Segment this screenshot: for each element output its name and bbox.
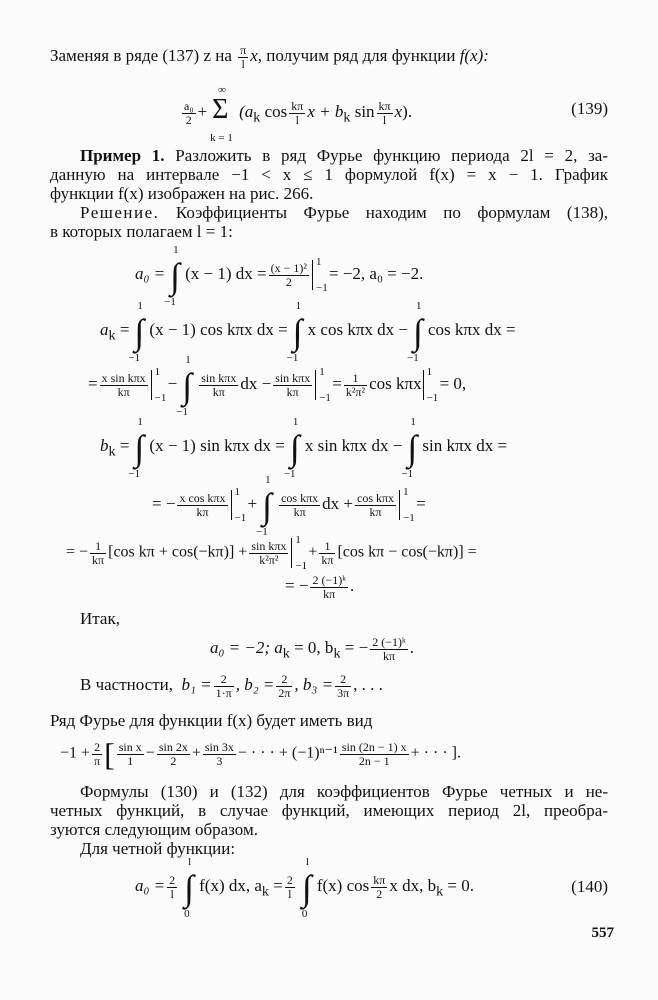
equation-bk-3: = − $\frac{1}{k\pi}$ [cos kπ + cos(−kπ)] + sin kπx k²π² 1 −1 + $\frac{1}{k\pi}$ [cos kπ − cos(−kπ)] = (66, 534, 477, 572)
paragraph-line-2: четных функций, в случае функций, имеющих период 2l, преобра- (50, 801, 608, 820)
equation-ak-1: $a_k$ = 1 ∫ −1 (x − 1) cos kπx dx = 1 ∫ −1 x cos kπx dx − 1 ∫ −1 cos kπx dx = (100, 300, 516, 364)
equation-ak-2: = x sin kπx kπ 1 −1 − 1 ∫ −1 sin kπx kπ dx − sin kπx kπ 1 −1 = $\frac{1}{\text{k²π²}}$ cos kπx 1 −1 = 0, (88, 354, 467, 418)
example-line-1: Пример 1. Разложить в ряд Фурье функцию периода 2l = 2, за- (80, 146, 608, 165)
paragraph-line-4: Для четной функции: (80, 839, 236, 858)
paragraph-line-1: Формулы (130) и (132) для коэффициентов Фурье четных и не- (80, 782, 608, 801)
sum-symbol: ∞ Σ k = 1 (210, 84, 233, 144)
solution-line-2: в которых полагаем l = 1: (50, 222, 233, 241)
example-line-3: функции f(x) изображен на рис. 266. (50, 184, 314, 203)
equation-bk-2: = − x cos kπx kπ 1 −1 + 1 ∫ −1 cos kπx kπ dx + cos kπx kπ 1 −1 = (152, 474, 426, 538)
equation-139: $\frac{\text{a₀}}{2}$ + ∞ Σ k = 1 ($a_k$ cos $\frac{k\pi}{l}$ $x + b_k$ sin $\frac{k\pi}{l}$ x). (184, 84, 413, 144)
pi-over-l-fraction: $\frac{\pi}{l}$ (240, 43, 247, 71)
itak-label: Итак, (80, 609, 120, 628)
example-line-2: данную на интервале −1 < x ≤ 1 формулой f(x) = x − 1. График (50, 165, 608, 184)
equation-a0: a₀ = 1 ∫ −1 (x − 1) dx = $\frac{\text{(x − 1)²}}{2}$ 1 −1 = −2, a₀ = −2. (135, 244, 424, 308)
equation-summary: a₀ = −2; $a_k = 0$, $b_k$ = − $\frac{\text{2 (−1)ᵏ}}{k\pi}$ . (210, 635, 414, 663)
solution-line-1: Решение. Коэффициенты Фурье находим по формулам (138), (80, 203, 608, 222)
intro-line: Заменяя в ряде (137) z на $\frac{\pi}{l}$ x, получим ряд для функции f(x): (50, 43, 489, 71)
equation-bk-1: $b_k$ = 1 ∫ −1 (x − 1) sin kπx dx = 1 ∫ −1 x sin kπx dx − 1 ∫ −1 sin kπx dx = (100, 416, 508, 480)
paragraph-line-3: зуются следующим образом. (50, 820, 258, 839)
page-number: 557 (591, 925, 614, 941)
equation-number-140: (140) (571, 877, 608, 896)
series-intro: Ряд Фурье для функции f(x) будет иметь вид (50, 711, 373, 730)
equation-number-139: (139) (571, 99, 608, 118)
fourier-series: −1 + $\frac{2}{\pi}$ [ $\frac{\text{sin x}}{1}$ − $\frac{\sin 2x}{2}$ + $\frac{\sin 3x}{3}$ − · · · + (−1)ⁿ⁻¹ $\frac{\sin (2n - 1) x}{2n - 1}$ + · · · ]. (60, 736, 461, 772)
equation-140: a₀ = $\frac{2}{l}$ l ∫ 0 f(x) dx, $a_k$ = $\frac{2}{l}$ l ∫ 0 f(x) cos $\frac{k\pi}{2}$ x dx, $b_k = 0$. (135, 856, 474, 920)
equation-bk-4: = − $\frac{\text{2 (−1)ᵏ}}{k\pi}$ . (285, 573, 355, 601)
particular-values: В частности, b₁ = $\frac{2}{1\cdot\pi}$ , b₂ = $\frac{2}{2\pi}$ , b₃ = $\frac{2}{3\pi}$ , . . . (80, 672, 383, 700)
